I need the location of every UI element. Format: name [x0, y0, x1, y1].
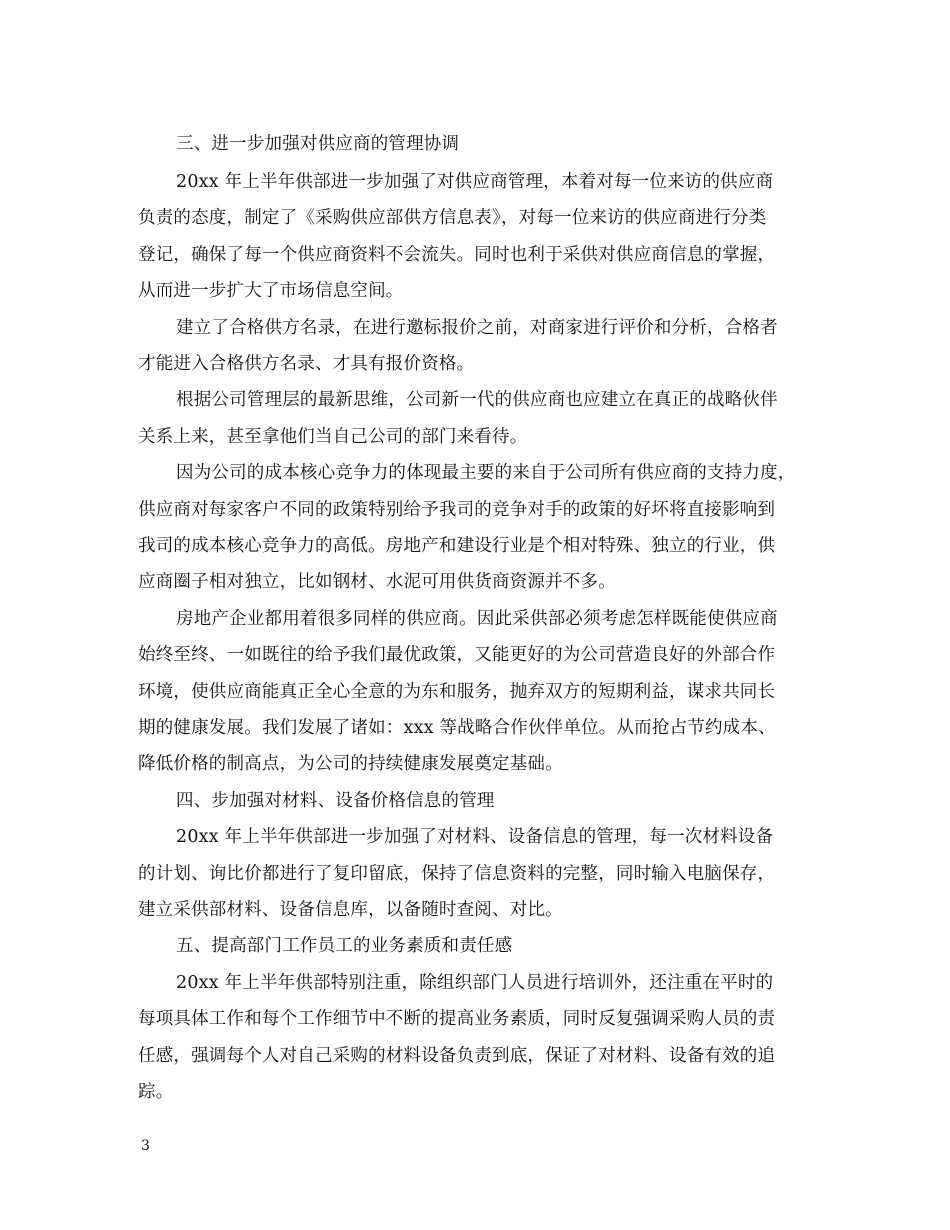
paragraph-line: 建立了合格供方名录，在进行邀标报价之前，对商家进行评价和分析，合格者: [176, 318, 778, 338]
paragraph-line: 负责的态度，制定了《采购供应部供方信息表》，对每一位来访的供应商进行分类: [138, 208, 767, 228]
paragraph-line: 房地产企业都用着很多同样的供应商。因此采供部必须考虑怎样既能使供应商: [176, 609, 778, 629]
paragraph-line: 的计划、询比价都进行了复印留底，保持了信息资料的完整，同时输入电脑保存，: [138, 864, 776, 884]
paragraph-line: 才能进入合格供方名录、才具有报价资格。: [138, 354, 475, 374]
paragraph-line: 根据公司管理层的最新思维，公司新一代的供应商也应建立在真正的战略伙伴: [176, 390, 778, 410]
paragraph-line: 从而进一步扩大了市场信息空间。: [138, 281, 404, 301]
paragraph-line: 关系上来，甚至拿他们当自己公司的部门来看待。: [138, 427, 528, 447]
heading-section-5: 五、提高部门工作员工的业务素质和责任感: [176, 936, 513, 956]
heading-section-4: 四、步加强对材料、设备价格信息的管理: [176, 791, 495, 811]
paragraph-line: 环境，使供应商能真正全心全意的为东和服务，抛弃双方的短期利益，谋求共同长: [138, 682, 776, 702]
page-number: 3: [141, 1138, 150, 1154]
paragraph-line: 我司的成本核心竞争力的高低。房地产和建设行业是个相对特殊、独立的行业，供: [138, 536, 776, 556]
paragraph-line: 20xx 年上半年供部特别注重，除组织部门人员进行培训外，还注重在平时的: [176, 973, 774, 993]
paragraph-line: 因为公司的成本核心竞争力的体现最主要的来自于公司所有供应商的支持力度，: [176, 463, 796, 483]
paragraph-line: 20xx 年上半年供部进一步加强了对材料、设备信息的管理，每一次材料设备: [176, 827, 774, 847]
paragraph-line: 每项具体工作和每个工作细节中不断的提高业务素质，同时反复强调采购人员的责: [138, 1009, 776, 1029]
paragraph-line: 降低价格的制高点，为公司的持续健康发展奠定基础。: [138, 754, 563, 774]
paragraph-line: 期的健康发展。我们发展了诸如：xxx 等战略合作伙伴单位。从而抢占节约成本、: [138, 718, 776, 738]
paragraph-line: 始终至终、一如既往的给予我们最优政策，又能更好的为公司营造良好的外部合作: [138, 645, 776, 665]
paragraph-line: 建立采供部材料、设备信息库，以备随时查阅、对比。: [138, 900, 563, 920]
paragraph-line: 登记，确保了每一个供应商资料不会流失。同时也利于采供对供应商信息的掌握，: [138, 245, 776, 265]
heading-section-3: 三、进一步加强对供应商的管理协调: [176, 134, 460, 154]
paragraph-line: 20xx 年上半年供部进一步加强了对供应商管理，本着对每一位来访的供应商: [176, 172, 774, 192]
paragraph-line: 应商圈子相对独立，比如钢材、水泥可用供货商资源并不多。: [138, 572, 616, 592]
paragraph-line: 任感，强调每个人对自己采购的材料设备负责到底，保证了对材料、设备有效的追: [138, 1046, 776, 1066]
paragraph-line: 供应商对每家客户不同的政策特别给予我司的竞争对手的政策的好坏将直接影响到: [138, 500, 776, 520]
paragraph-line: 踪。: [138, 1082, 174, 1102]
